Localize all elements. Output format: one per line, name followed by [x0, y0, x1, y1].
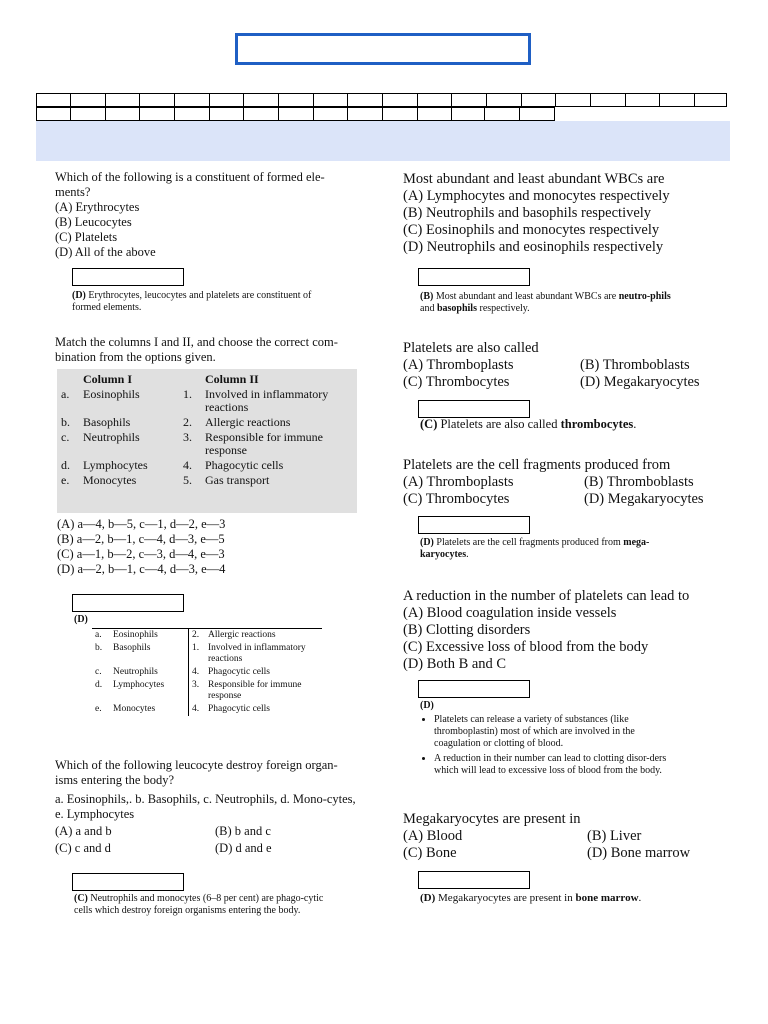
option: (B) a—2, b—1, c—4, d—3, e—5: [57, 532, 225, 546]
option: (A) Blood: [403, 828, 463, 844]
answer-box[interactable]: [418, 516, 530, 534]
option: (D) d and e: [215, 841, 272, 855]
header-grid-row1: [36, 93, 727, 107]
option: (A) Blood coagulation inside vessels: [403, 605, 617, 621]
question-text: Which of the following leucocyte destroy foreign organ-isms entering the body?: [55, 758, 338, 787]
question-text: Platelets are the cell fragments produced from: [403, 457, 671, 473]
solution-point: • Platelets can release a variety of substances (like thromboplastin) most of which are involved in the coagulation or clotting of blood.: [434, 714, 676, 750]
option: (C) Thrombocytes: [403, 491, 510, 507]
option: (B) Thromboblasts: [580, 357, 690, 373]
option: (C) Excessive loss of blood from the body: [403, 639, 649, 655]
option: (A) Thromboplasts: [403, 357, 514, 373]
solution-3: [74, 893, 339, 917]
option: (B) Leucocytes: [55, 215, 132, 229]
solution-8: (D) Megakaryocytes are present in bone marrow.: [420, 892, 642, 904]
solution-table: a. Eosinophils 2. Allergic reactions b. Basophils 1. Involved in inflammatory reactions c. Neutrophils 4. Phagocytic cells d. Lymphocytes 3. Responsible for immune response e. Monocytes 4. Phagocytic cells: [95, 630, 306, 714]
solution-key: (C): [74, 893, 88, 904]
option: (B) b and c: [215, 824, 271, 838]
question-2-options: [57, 517, 357, 577]
question-text: Most abundant and least abundant WBCs are: [403, 171, 665, 187]
table-row: b. Basophils 2. Allergic reactions: [61, 415, 291, 429]
question-7: [403, 588, 723, 673]
question-4: [403, 171, 723, 256]
option: (C) a—1, b—2, c—3, d—4, e—3: [57, 547, 225, 561]
column-1-header: Column I: [83, 372, 133, 386]
option: (A) Thromboplasts: [403, 474, 514, 490]
title-box: [235, 33, 531, 65]
solution-text: Erythrocytes, leucocytes and platelets are constituent of formed elements.: [72, 290, 312, 313]
solution-text: Neutrophils and monocytes (6–8 per cent) are phago-cytic cells which destroy foreign organisms entering the body.: [74, 893, 324, 916]
match-table-shade: [57, 369, 357, 513]
question-text: Which of the following is a constituent of formed ele-ments?: [55, 170, 325, 199]
option: (D) Bone marrow: [587, 845, 691, 861]
table-row: d. Lymphocytes 4. Phagocytic cells: [61, 458, 284, 472]
solution-5: (C) Platelets are also called thrombocytes.: [420, 417, 637, 431]
solution-6: (D) Platelets are the cell fragments produced from mega-karyocytes.: [420, 537, 650, 560]
question-text: A reduction in the number of platelets can lead to: [403, 588, 690, 604]
solution-4: (B) Most abundant and least abundant WBCs are neutro-phils and basophils respectively.: [420, 291, 671, 314]
option: (B) Liver: [587, 828, 642, 844]
option: (B) Neutrophils and basophils respectively: [403, 205, 652, 221]
option: (D) Neutrophils and eosinophils respectively: [403, 239, 664, 255]
solution-2-key: (D): [74, 614, 88, 625]
option: (B) Clotting disorders: [403, 622, 531, 638]
question-2-text: Match the columns I and II, and choose the correct com-bination from the options given.: [55, 335, 338, 364]
solution-1: [72, 290, 332, 314]
question-6: [403, 457, 723, 508]
question-3: [55, 758, 360, 856]
option: (C) Thrombocytes: [403, 374, 510, 390]
header-grid-row2: [36, 107, 555, 121]
option: (A) Lymphocytes and monocytes respectively: [403, 188, 670, 204]
table-row: a. Eosinophils 1. Involved in inflammatory reactions: [61, 387, 329, 414]
option: (C) Bone: [403, 845, 457, 861]
option: (C) Eosinophils and monocytes respectively: [403, 222, 660, 238]
question-8: [403, 811, 723, 862]
answer-box[interactable]: [72, 268, 184, 286]
question-text: Platelets are also called: [403, 340, 539, 356]
option: (A) a and b: [55, 824, 112, 838]
option: (D) All of the above: [55, 245, 156, 259]
option: (C) c and d: [55, 841, 111, 855]
option: (D) a—2, b—1, c—4, d—3, e—4: [57, 562, 226, 576]
table-row: e. Monocytes 5. Gas transport: [61, 473, 270, 487]
header-band: [36, 121, 730, 161]
answer-box[interactable]: [418, 871, 530, 889]
column-2-header: Column II: [205, 372, 259, 386]
answer-box[interactable]: [72, 594, 184, 612]
solution-point: • A reduction in their number can lead to clotting disor-ders which will lead to excessive loss of blood from the body.: [434, 753, 676, 777]
question-1: [55, 170, 360, 260]
option: (C) Platelets: [55, 230, 118, 244]
option: (A) Erythrocytes: [55, 200, 140, 214]
solution-7: (D) • Platelets can release a variety of substances (like thromboplastin) most of which are involved in the coagulation or clotting of blood. • A reduction in their number can lead to clotting disor-ders which will lead to excessive loss of blood from the body.: [420, 700, 676, 780]
option: (B) Thromboblasts: [584, 474, 694, 490]
table-row: c. Neutrophils 3. Responsible for immune response: [61, 430, 323, 457]
question-sub: a. Eosinophils,. b. Basophils, c. Neutrophils, d. Mono-cytes, e. Lymphocytes: [55, 792, 356, 821]
option: (D) Megakaryocytes: [584, 491, 704, 507]
solution-key: (D): [72, 290, 86, 301]
option: (D) Megakaryocytes: [580, 374, 700, 390]
option: (A) a—4, b—5, c—1, d—2, e—3: [57, 517, 226, 531]
answer-box[interactable]: [418, 400, 530, 418]
solution-2-table-wrap: [92, 628, 322, 716]
answer-box[interactable]: [72, 873, 184, 891]
match-table: [57, 369, 357, 488]
question-5: [403, 340, 723, 391]
answer-box[interactable]: [418, 680, 530, 698]
option: (D) Both B and C: [403, 656, 507, 672]
answer-box[interactable]: [418, 268, 530, 286]
question-text: Megakaryocytes are present in: [403, 811, 581, 827]
